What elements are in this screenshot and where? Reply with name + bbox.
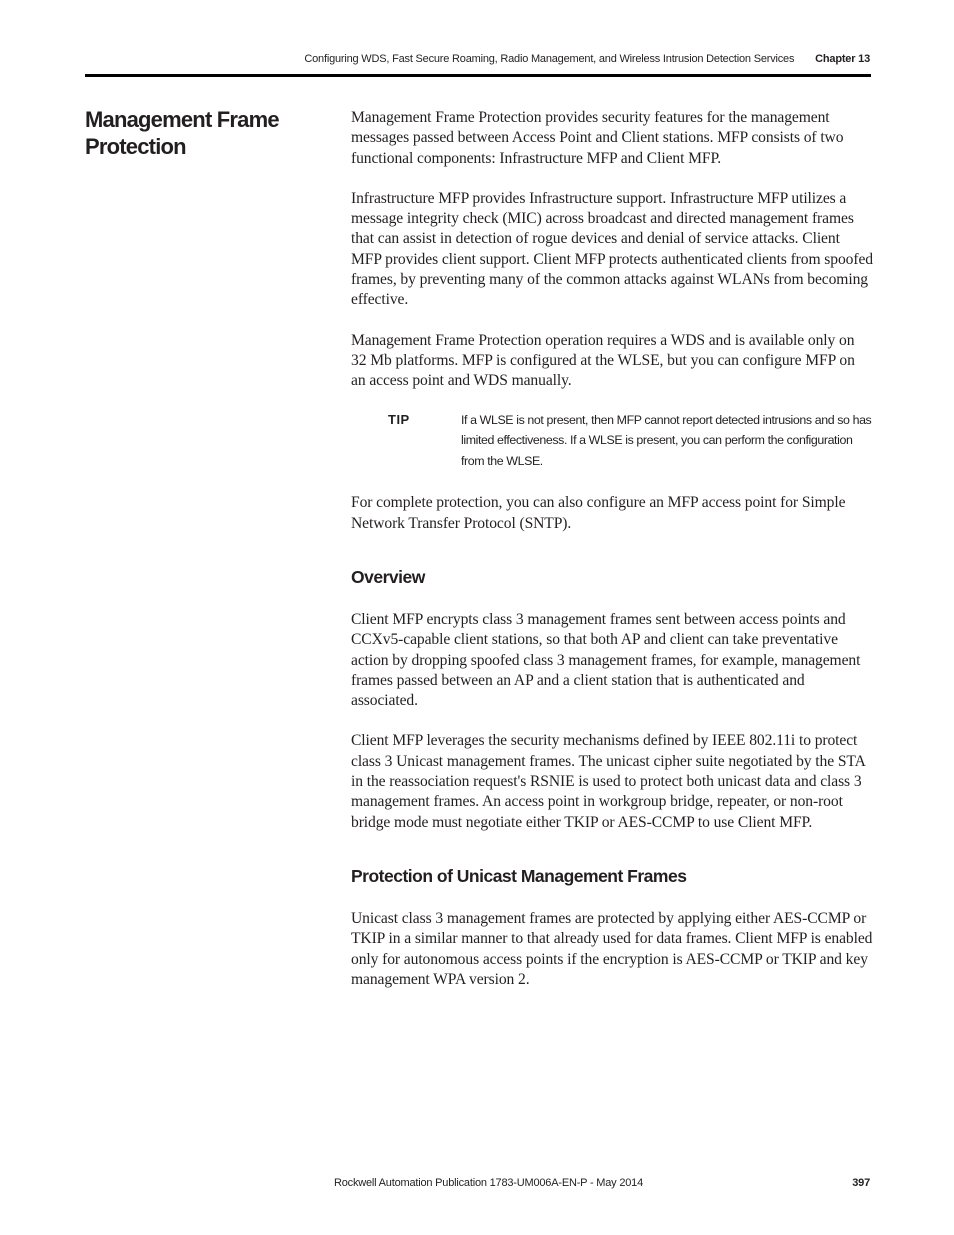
publication-info: Rockwell Automation Publication 1783-UM006A-EN-P - May 2014 <box>334 1177 643 1189</box>
overview-paragraph: Client MFP encrypts class 3 management frames sent between access points and CCXv5-capable client stations, so that both AP and client can take preventative action by dropping spoofed class 3 management frames, for example, management frames passed between an AP and a client station that is authenticated and associated. <box>351 610 861 710</box>
page-number: 397 <box>852 1177 870 1189</box>
overview-heading: Overview <box>351 566 425 587</box>
tip-text: If a WLSE is not present, then MFP cannot report detected intrusions and so has limited effectiveness. If a WLSE is present, you can perform the configuration from the WLSE. <box>461 412 872 468</box>
running-header <box>304 53 870 65</box>
body-column <box>351 108 873 1010</box>
tip-label: TIP <box>388 411 410 427</box>
section-title: Management Frame Protection <box>85 107 279 159</box>
intro-paragraph: Management Frame Protection operation requires a WDS and is available only on 32 Mb platforms. MFP is configured at the WLSE, but you can configure MFP on an access point and WDS manually. <box>351 331 855 390</box>
intro-paragraph: Infrastructure MFP provides Infrastructure support. Infrastructure MFP utilizes a message integrity check (MIC) across broadcast and directed management frames that can assist in detection of rogue devices and denial of service attacks. Client MFP provides client support. Client MFP protects authenticated clients from spoofed frames, by preventing many of the common attacks against WLANs from becoming effective. <box>351 189 873 309</box>
overview-paragraph: Client MFP leverages the security mechanisms defined by IEEE 802.11i to protect class 3 Unicast management frames. The unicast cipher suite negotiated by the STA in the reassociation request's RSNIE is used to protect both unicast data and class 3 management frames. An access point in workgroup bridge, repeater, or non-root bridge mode must negotiate either TKIP or AES-CCMP to use Client MFP. <box>351 732 865 831</box>
running-title: Configuring WDS, Fast Secure Roaming, Radio Management, and Wireless Intrusion Detection Services <box>304 53 795 65</box>
after-tip-paragraph: For complete protection, you can also configure an MFP access point for Simple Network Transfer Protocol (SNTP). <box>351 494 846 532</box>
unicast-paragraph: Unicast class 3 management frames are protected by applying either AES-CCMP or TKIP in a similar manner to that already used for data frames. Client MFP is enabled only for autonomous access points if the encryption is AES-CCMP or TKIP and key management WPA version 2. <box>351 909 873 988</box>
tip-box <box>351 410 873 472</box>
unicast-heading: Protection of Unicast Management Frames <box>351 865 687 886</box>
chapter-label: Chapter 13 <box>815 53 870 65</box>
header-rule <box>85 74 871 77</box>
intro-paragraph: Management Frame Protection provides security features for the management messages passed between Access Point and Client stations. MFP consists of two functional components: Infrastructure MFP and Client MFP. <box>351 109 844 167</box>
